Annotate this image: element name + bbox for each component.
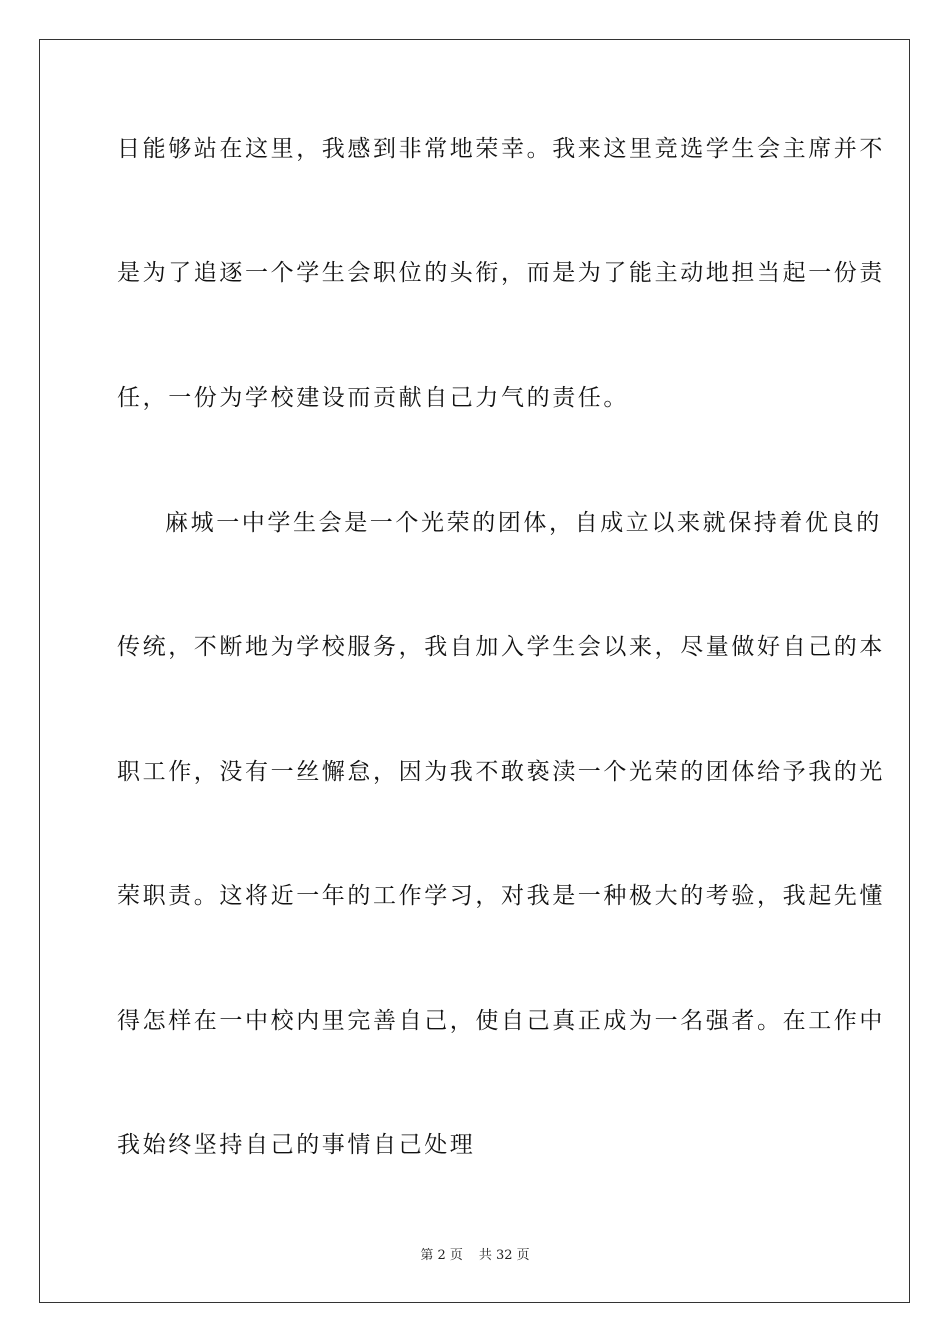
paragraph-line: 得怎样在一中校内里完善自己，使自己真正成为一名强者。在工作中 bbox=[117, 1008, 885, 1034]
page-frame bbox=[39, 39, 910, 1303]
paragraph-line: 日能够站在这里，我感到非常地荣幸。我来这里竞选学生会主席并不 bbox=[117, 136, 885, 162]
page-footer bbox=[0, 1247, 950, 1265]
paragraph-line: 麻城一中学生会是一个光荣的团体，自成立以来就保持着优良的 bbox=[165, 510, 882, 536]
paragraph-line: 是为了追逐一个学生会职位的头衔，而是为了能主动地担当起一份责 bbox=[117, 260, 885, 286]
paragraph-line: 职工作，没有一丝懈怠，因为我不敢亵渎一个光荣的团体给予我的光 bbox=[117, 759, 885, 785]
page-number: 第 2 页 bbox=[420, 1248, 463, 1263]
paragraph-line: 我始终坚持自己的事情自己处理 bbox=[117, 1132, 476, 1158]
paragraph-line: 传统，不断地为学校服务，我自加入学生会以来，尽量做好自己的本 bbox=[117, 634, 885, 660]
paragraph-line: 荣职责。这将近一年的工作学习，对我是一种极大的考验，我起先懂 bbox=[117, 883, 885, 909]
paragraph-line: 任，一份为学校建设而贡献自己力气的责任。 bbox=[117, 385, 629, 411]
page-total: 共 32 页 bbox=[478, 1248, 530, 1263]
